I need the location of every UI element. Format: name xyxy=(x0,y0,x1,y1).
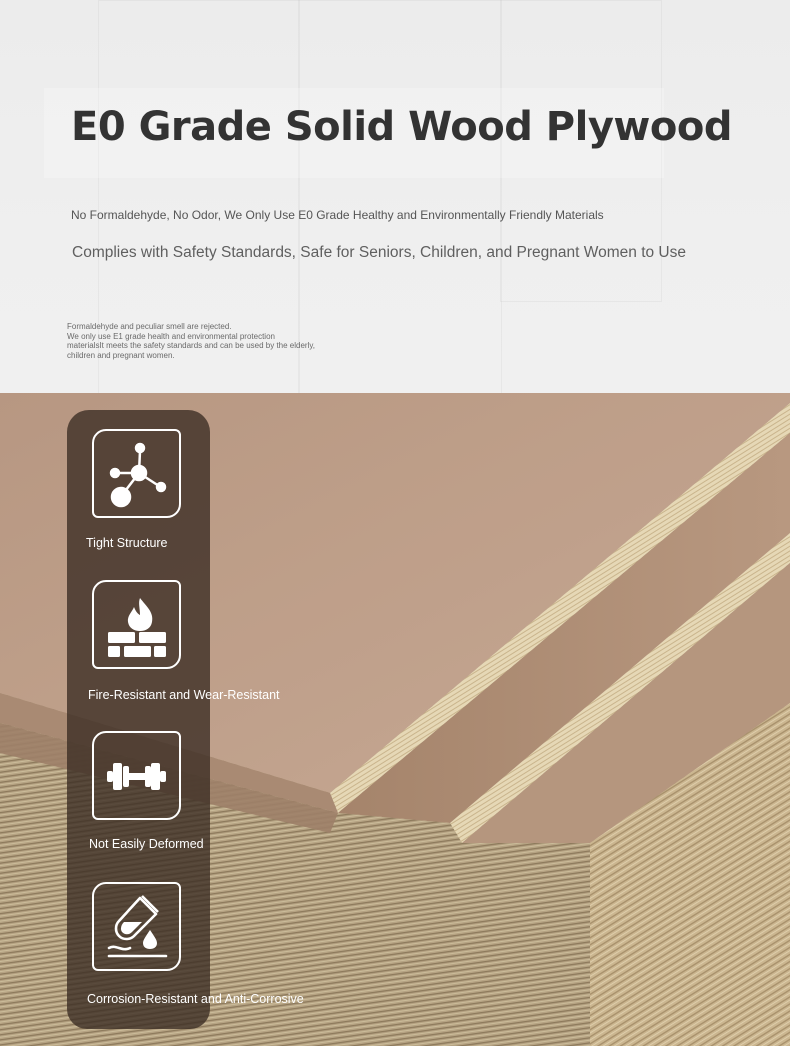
tagline: Complies with Safety Standards, Safe for Seniors, Children, and Pregnant Women to Use xyxy=(72,244,686,261)
plywood-photo xyxy=(0,393,790,1046)
dumbbell-icon xyxy=(92,731,181,820)
chemical-drop-icon xyxy=(92,882,181,971)
english-note-line: We only use E1 grade health and environmental protection xyxy=(67,331,275,341)
page-title: E0 Grade Solid Wood Plywood xyxy=(71,104,732,150)
feature-label: Corrosion-Resistant and Anti-Corrosive xyxy=(87,992,304,1006)
feature-label: Not Easily Deformed xyxy=(89,837,204,851)
header-section xyxy=(0,0,790,393)
english-note xyxy=(67,322,357,360)
subtitle: No Formaldehyde, No Odor, We Only Use E0 Grade Healthy and Environmentally Friendly Materials xyxy=(71,208,604,222)
feature-label: Fire-Resistant and Wear-Resistant xyxy=(88,688,280,702)
fire-brick-icon xyxy=(92,580,181,669)
english-note-line: children and pregnant women. xyxy=(67,350,175,360)
english-note-line: Formaldehyde and peculiar smell are rejected. xyxy=(67,322,232,331)
feature-label: Tight Structure xyxy=(86,536,168,550)
feature-panel xyxy=(67,410,304,1029)
molecule-icon xyxy=(92,429,181,518)
english-note-line: materialsIt meets the safety standards and can be used by the elderly, xyxy=(67,341,315,351)
